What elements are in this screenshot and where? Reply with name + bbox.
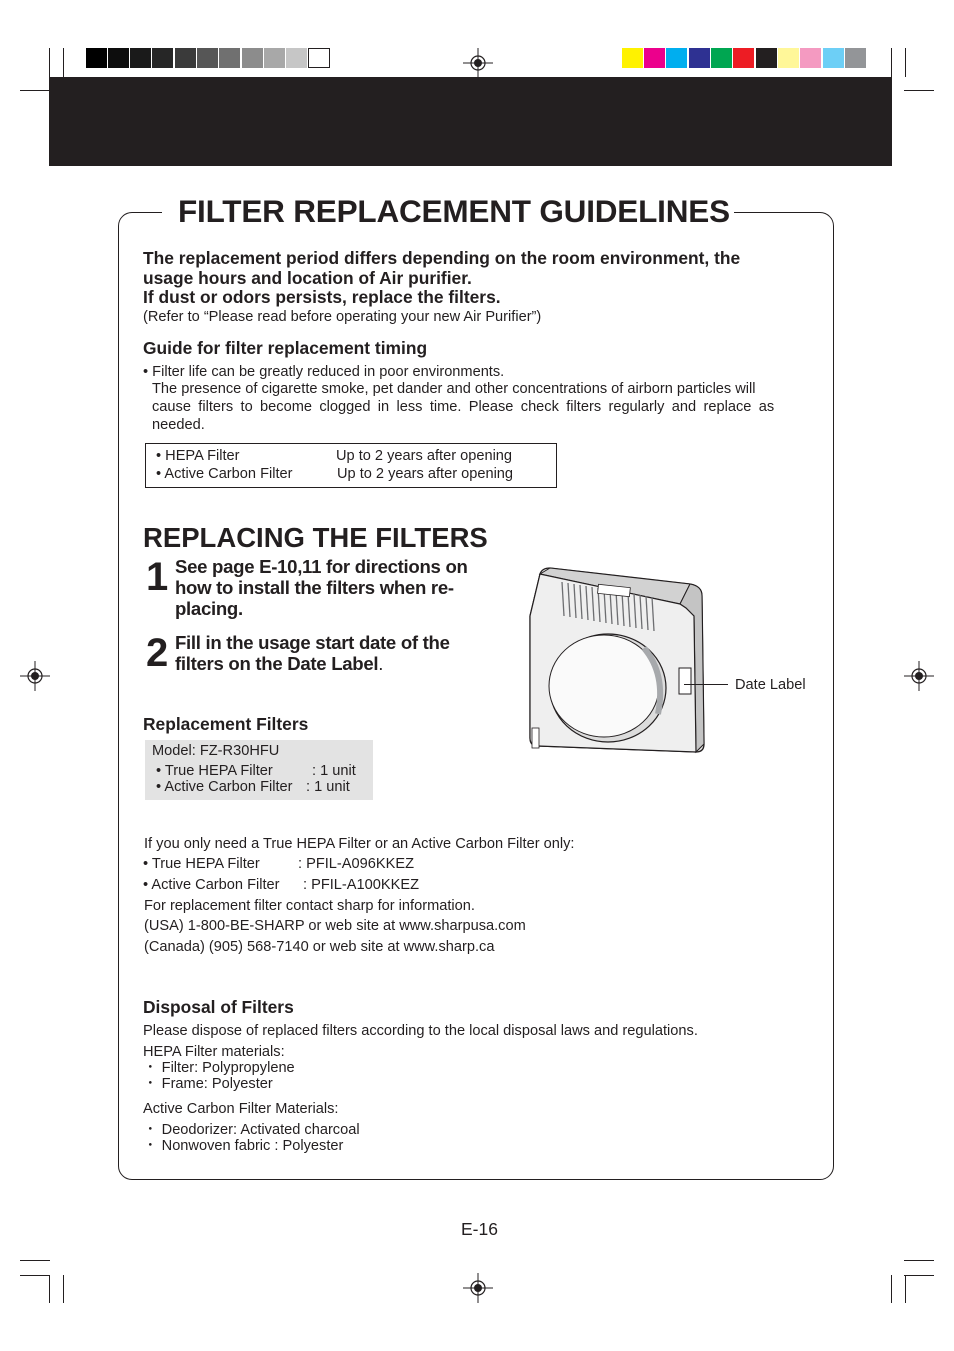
separate-item-name: • True HEPA Filter xyxy=(143,856,260,872)
replacement-filters-heading: Replacement Filters xyxy=(143,714,309,734)
filter-item-name: • Active Carbon Filter xyxy=(156,779,293,795)
color-swatch xyxy=(756,48,777,68)
separate-intro: If you only need a True HEPA Filter or an Active Carbon Filter only: xyxy=(144,836,575,852)
intro-line: usage hours and location of Air purifier. xyxy=(143,267,472,288)
filter-item-name: • True HEPA Filter xyxy=(156,763,273,779)
intro-note: (Refer to “Please read before operating your new Air Purifier”) xyxy=(143,309,542,325)
contact-canada: (Canada) (905) 568-7140 or web site at www.sharp.ca xyxy=(144,939,495,955)
registration-mark-icon xyxy=(904,661,934,691)
page-number: E-16 xyxy=(461,1219,498,1239)
step-number: 2 xyxy=(146,631,167,675)
gray-swatch xyxy=(308,48,330,68)
registration-mark-icon xyxy=(463,1273,493,1303)
gray-swatch xyxy=(130,48,151,68)
color-swatch xyxy=(823,48,844,68)
guide-paragraph xyxy=(152,380,808,434)
section-heading: REPLACING THE FILTERS xyxy=(143,522,488,553)
carbon-materials-heading: Active Carbon Filter Materials: xyxy=(143,1101,339,1117)
color-swatch xyxy=(800,48,821,68)
hepa-material-item: ・ Frame: Polyester xyxy=(143,1076,273,1092)
model-number: Model: FZ-R30HFU xyxy=(152,743,280,759)
date-label-leader xyxy=(684,684,728,685)
separate-item-code: : PFIL-A096KKEZ xyxy=(298,856,414,872)
color-swatch xyxy=(778,48,799,68)
color-swatch xyxy=(666,48,687,68)
gray-swatch xyxy=(86,48,107,68)
separate-item-code: : PFIL-A100KKEZ xyxy=(303,877,419,893)
intro-line: The replacement period differs depending on the room environment, the xyxy=(143,248,741,268)
gray-swatch xyxy=(175,48,196,68)
replacement-filters-box xyxy=(145,740,373,800)
color-swatch xyxy=(733,48,754,68)
step-text xyxy=(175,632,450,674)
color-swatch xyxy=(644,48,665,68)
gray-swatch xyxy=(197,48,218,68)
hepa-material-item: ・ Filter: Polypropylene xyxy=(143,1060,295,1076)
registration-mark-icon xyxy=(20,661,50,691)
table-cell: • Active Carbon Filter xyxy=(156,466,293,482)
table-cell: • HEPA Filter xyxy=(156,448,240,464)
gray-swatch xyxy=(286,48,307,68)
carbon-material-item: ・ Nonwoven fabric : Polyester xyxy=(143,1138,344,1154)
step-line-text: filters on the Date Label xyxy=(175,653,379,674)
separate-item-name: • Active Carbon Filter xyxy=(143,877,280,893)
guide-heading: Guide for filter replacement timing xyxy=(143,338,428,358)
guide-paragraph-line: needed. xyxy=(152,417,205,433)
table-cell: Up to 2 years after opening xyxy=(336,448,513,464)
color-swatch xyxy=(711,48,732,68)
step-line: See page E-10,11 for directions on xyxy=(175,556,468,577)
registration-mark-icon xyxy=(463,48,493,78)
guide-paragraph-line: cause filters to become clogged in less time. Please check filters regularly and replace as xyxy=(152,399,775,415)
carbon-material-item: ・ Deodorizer: Activated charcoal xyxy=(143,1122,360,1138)
filter-life-table xyxy=(145,443,557,488)
intro-text xyxy=(143,249,813,308)
color-swatch xyxy=(622,48,643,68)
disposal-heading: Disposal of Filters xyxy=(143,997,294,1017)
gray-swatch xyxy=(152,48,173,68)
gray-swatch xyxy=(108,48,129,68)
gray-swatch xyxy=(242,48,263,68)
filter-item-qty: : 1 unit xyxy=(306,779,350,795)
step-line-end: . xyxy=(378,653,384,674)
guide-paragraph-line: The presence of cigarette smoke, pet dander and other concentrations of airborn particles will xyxy=(152,381,756,397)
color-swatch xyxy=(689,48,710,68)
header-band xyxy=(49,77,892,166)
step-line: Fill in the usage start date of the xyxy=(175,632,450,653)
color-swatch xyxy=(845,48,866,68)
step-number: 1 xyxy=(146,555,167,599)
step-line: placing. xyxy=(175,598,243,619)
gray-swatch xyxy=(264,48,285,68)
step-line: how to install the filters when re- xyxy=(175,577,454,598)
contact-usa: (USA) 1-800-BE-SHARP or web site at www.sharpusa.com xyxy=(144,918,526,934)
filter-item-qty: : 1 unit xyxy=(312,763,356,779)
page-title: FILTER REPLACEMENT GUIDELINES xyxy=(178,193,730,229)
gray-swatch xyxy=(219,48,240,68)
guide-bullet: • Filter life can be greatly reduced in poor environments. xyxy=(143,364,505,380)
disposal-intro: Please dispose of replaced filters according to the local disposal laws and regulations. xyxy=(143,1023,698,1039)
table-cell: Up to 2 years after opening xyxy=(337,466,514,482)
hepa-materials-heading: HEPA Filter materials: xyxy=(143,1044,285,1060)
date-label-callout: Date Label xyxy=(735,677,806,693)
step-text xyxy=(175,556,468,619)
contact-text: For replacement filter contact sharp for information. xyxy=(144,898,475,914)
air-purifier-illustration xyxy=(526,564,710,760)
intro-line: If dust or odors persists, replace the filters. xyxy=(143,287,501,307)
step-line xyxy=(175,653,450,674)
